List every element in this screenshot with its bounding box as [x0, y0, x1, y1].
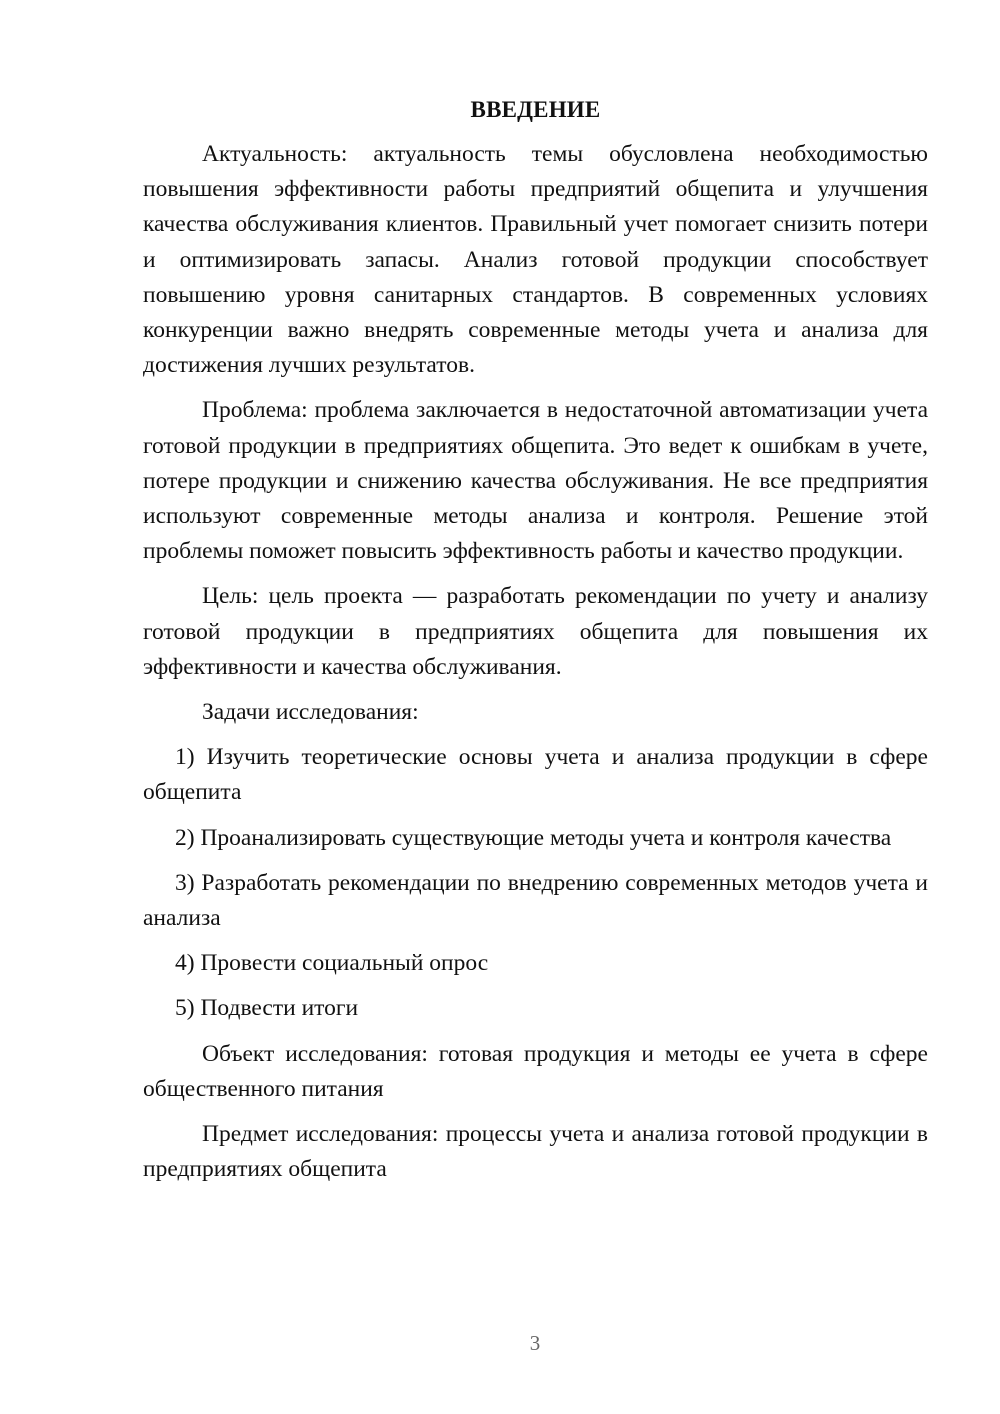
- page-content: [143, 92, 928, 1187]
- tasks-heading: Задачи исследования:: [202, 699, 419, 726]
- paragraph-relevance: Актуальность: актуальность темы обусловлена необходимостью повышения эффективности работы предприятий общепита и улучшения качества обслуживания клиентов. Правильный учет помогает снизить потери и оптимизировать запасы. Анализ готовой продукции способствует повышению уровня санитарных стандартов. В современных условиях конкуренции важно внедрять современные методы учета и анализа для достижения лучших результатов.: [143, 141, 928, 379]
- paragraph-object: Объект исследования: готовая продукция и методы ее учета в сфере общественного питания: [143, 1040, 928, 1102]
- task-item-3: 3) Разработать рекомендации по внедрению современных методов учета и анализа: [143, 869, 928, 932]
- paragraph-goal: Цель: цель проекта — разработать рекомендации по учету и анализу готовой продукции в предприятиях общепита для повышения их эффективности и качества обслуживания.: [143, 583, 928, 680]
- paragraph-problem: Проблема: проблема заключается в недостаточной автоматизации учета готовой продукции в предприятиях общепита. Это ведет к ошибкам в учете, потере продукции и снижению качества обслуживания. Не все предприятия используют современные методы анализа и контроля. Решение этой проблемы поможет повысить эффективность работы и качество продукции.: [143, 397, 928, 565]
- paragraph-subject: Предмет исследования: процессы учета и анализа готовой продукции в предприятиях общепита: [143, 1121, 928, 1183]
- task-item-5: 5) Подвести итоги: [175, 995, 359, 1022]
- task-item-2: 2) Проанализировать существующие методы учета и контроля качества: [175, 824, 892, 851]
- task-item-1: 1) Изучить теоретические основы учета и анализа продукции в сфере общепита: [143, 744, 928, 806]
- page-number: 3: [529, 1331, 541, 1355]
- task-item-4: 4) Провести социальный опрос: [175, 950, 489, 977]
- section-title: ВВЕДЕНИЕ: [470, 97, 601, 122]
